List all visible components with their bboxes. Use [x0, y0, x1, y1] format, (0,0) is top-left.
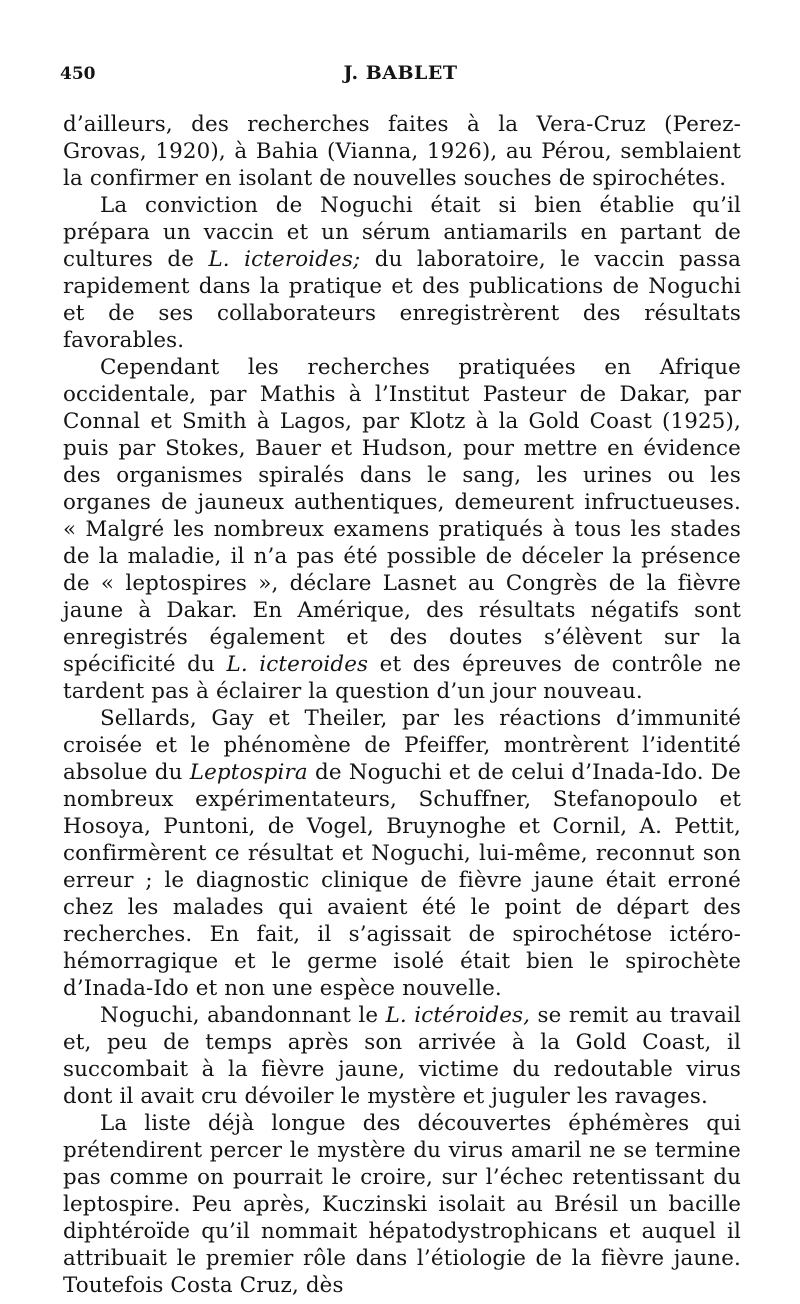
- paragraph-text: Noguchi, abandonnant le: [100, 1003, 386, 1028]
- body-text: [63, 111, 741, 1299]
- page-header: [60, 58, 741, 88]
- paragraph-text: se remit au travail et, peu de temps après son arrivée à la Gold Coast, il succombait à la fièvre jaune, victime du redoutable virus dont il avait cru dévoiler le mystère et juguler les ravages.: [63, 1003, 741, 1109]
- genus-name-italic: Leptospira: [189, 760, 308, 785]
- paragraph-text: d’ailleurs, des recherches faites à la Vera-Cruz (Perez-Grovas, 1920), à Bahia (Vianna, 1926), au Pérou, semblaient la confirmer en isolant de nouvelles souches de spirochétes.: [63, 112, 741, 191]
- paragraph-text: Sellards, Gay et Theiler, par les réactions d’immunité croisée et le phénomène de Pfeiffer, montrèrent l’identité absolue du: [63, 706, 741, 785]
- paragraph-text: de Noguchi et de celui d’Inada-Ido. De nombreux expérimentateurs, Schuffner, Stefanopoulo et Hosoya, Puntoni, de Vogel, Bruynoghe et Cornil, A. Pettit, confirmèrent ce résultat et Noguchi, lui-même, reconnut son erreur ; le diagnostic clinique de fièvre jaune était erroné chez les malades qui avaient été le point de départ des recherches. En fait, il s’agissait de spirochétose ictéro-hémorragique et le germe isolé était bien le spirochète d’Inada-Ido et non une espèce nouvelle.: [63, 760, 741, 1001]
- paragraph-text: du laboratoire, le vaccin passa rapidement dans la pratique et des publications de Noguchi et de ses collaborateurs enregistrèrent des résultats favorables.: [63, 247, 741, 353]
- paragraph-text: La liste déjà longue des découvertes éphémères qui prétendirent percer le mystère du virus amaril ne se termine pas comme on pourrait le croire, sur l’échec retentissant du leptospire. Peu après, Kuczinski isolait au Brésil un bacille diphtéroïde qu’il nommait hépatodystrophicans et auquel il attribuait le premier rôle dans l’étiologie de la fièvre jaune. Toutefois Costa Cruz, dès: [63, 1111, 741, 1298]
- paragraph: [63, 192, 741, 354]
- paragraph: [63, 1002, 741, 1110]
- species-name-italic: L. icteroides: [226, 652, 369, 677]
- paragraph-text: et des épreuves de contrôle ne tardent pas à éclairer la question d’un jour nouveau.: [63, 652, 742, 704]
- species-name-italic: L. ictéroides,: [385, 1003, 531, 1028]
- paragraph: [63, 1110, 741, 1299]
- paragraph: [63, 111, 741, 192]
- paragraph-text: La conviction de Noguchi était si bien établie qu’il prépara un vaccin et un sérum antiamarils en partant de cultures de: [63, 193, 741, 272]
- species-name-italic: L. icteroides;: [208, 247, 361, 272]
- paragraph-text: Cependant les recherches pratiquées en Afrique occidentale, par Mathis à l’Institut Pasteur de Dakar, par Connal et Smith à Lagos, par Klotz à la Gold Coast (1925), puis par Stokes, Bauer et Hudson, pour mettre en évidence des organismes spiralés dans le sang, les urines ou les organes de jauneux authentiques, demeurent infructueuses. « Malgré les nombreux examens pratiqués à tous les stades de la maladie, il n’a pas été possible de déceler la présence de « leptospires », déclare Lasnet au Congrès de la fièvre jaune à Dakar. En Amérique, des résultats négatifs sont enregistrés également et des doutes s’élèvent sur la spécificité du: [63, 355, 741, 677]
- running-head-author: J. BABLET: [343, 62, 458, 84]
- paragraph: [63, 354, 741, 705]
- page-number: 450: [60, 64, 96, 84]
- paragraph: [63, 705, 741, 1002]
